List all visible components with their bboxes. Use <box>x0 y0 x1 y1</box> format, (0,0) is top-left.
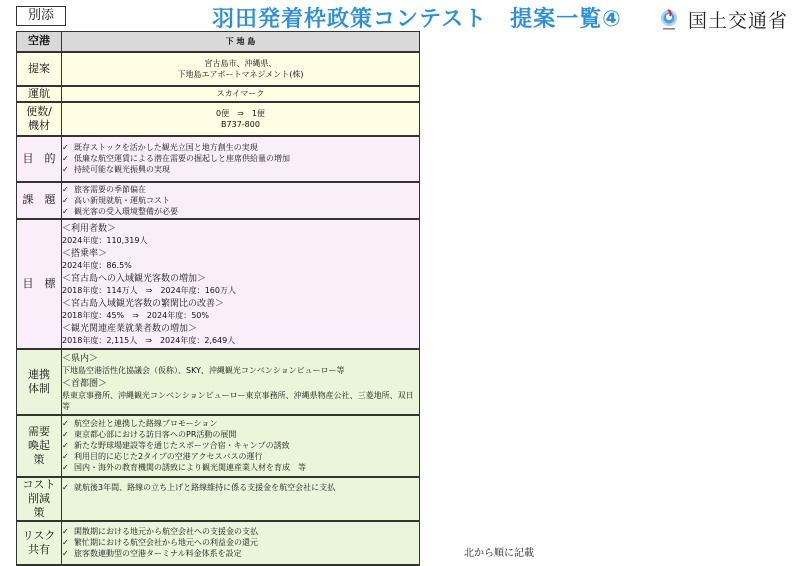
flights-row <box>17 102 420 136</box>
check-icon: ✓ <box>62 441 69 450</box>
page-title: 羽田発着枠政策コンテスト 提案一覧④ <box>212 7 622 32</box>
check-icon: ✓ <box>62 143 69 152</box>
demand-label: 需要 喚起 策 <box>17 415 62 477</box>
check-icon: ✓ <box>62 206 69 216</box>
list-item: ✓ 航空会社と連携した路線プロモーション <box>62 419 218 428</box>
targets-list: ＜利用者数＞ 2024年度：110,319人 ＜搭乗率＞ 2024年度：86.5% ＜宮古島への入域観光客数の増加＞ 2018年度：114万人 ⇒ 2024年度：160万人 ＜宮古島入域観光客数の繁閑比の改善＞ 2018年度：45% ⇒ 2024年度：50% ＜観光関連産業就業者数の増加＞ 2018年度：2,115人 ⇒ 2024年度：2,649人 <box>62 219 420 349</box>
targets-label: 目 標 <box>17 219 62 349</box>
cooperation-row <box>17 349 420 415</box>
airport-name: 下 地 島 <box>62 32 420 52</box>
list-item: ✓ 持続可能な観光振興の実現 <box>62 165 170 174</box>
check-icon: ✓ <box>62 154 69 163</box>
list-item: ✓ 旅客需要の季節偏在 <box>62 184 146 194</box>
list-item: ✓ 旅客数連動型の空港ターミナル料金体系を設定 <box>62 549 242 558</box>
risk-label: リスク 共有 <box>17 521 62 565</box>
purpose-list <box>62 136 420 182</box>
operation-value: スカイマーク <box>62 86 420 102</box>
list-item: ✓ 閑散期における地元から航空会社への支援金の支払 <box>62 527 258 536</box>
attachment-label: 別添 <box>16 6 66 26</box>
flights-label: 便数/ 機材 <box>17 102 62 136</box>
list-item: ✓ 低廉な航空運賃による潜在需要の掘起しと座席供給量の増加 <box>62 154 290 163</box>
mlit-logo-icon <box>658 9 680 31</box>
cooperation-label: 連携 体制 <box>17 349 62 415</box>
check-icon: ✓ <box>62 430 69 439</box>
risk-row <box>17 521 420 565</box>
check-icon: ✓ <box>62 195 69 205</box>
check-icon: ✓ <box>62 549 69 558</box>
header-row <box>17 32 420 52</box>
risk-list <box>62 521 420 565</box>
targets-row <box>17 219 420 349</box>
proposal-row <box>17 52 420 86</box>
issues-row <box>17 182 420 219</box>
ministry-logo <box>658 6 788 33</box>
cost-row <box>17 477 420 521</box>
operation-label: 運航 <box>17 86 62 102</box>
check-icon: ✓ <box>62 419 69 428</box>
flights-value: 0便 ⇒ 1便 B737-800 <box>62 102 420 136</box>
check-icon: ✓ <box>62 184 69 194</box>
purpose-row <box>17 136 420 182</box>
list-item: ✓ 繁忙期における航空会社から地元への利益金の還元 <box>62 538 258 547</box>
check-icon: ✓ <box>62 538 69 547</box>
check-icon: ✓ <box>62 165 69 174</box>
cost-label: コスト 削減 策 <box>17 477 62 521</box>
demand-row <box>17 415 420 477</box>
proposal-table <box>16 31 420 566</box>
issues-list <box>62 182 420 219</box>
proposal-value: 宮古島市、沖縄県、 下地島エアポートマネジメント(株) <box>62 52 420 86</box>
list-item: ✓ 新たな野球場建設等を通じたスポーツ合宿・キャンプの誘致 <box>62 441 290 450</box>
cost-list <box>62 477 420 521</box>
list-item: ✓ 高い新規就航・運航コスト <box>62 195 170 205</box>
airport-label: 空港 <box>17 32 62 52</box>
list-item: ✓ 観光客の受入環境整備が必要 <box>62 206 178 216</box>
purpose-label: 目 的 <box>17 136 62 182</box>
operation-row <box>17 86 420 102</box>
proposal-label: 提案 <box>17 52 62 86</box>
list-item: ✓ 国内・海外の教育機関の誘致により観光関連産業人材を育成 等 <box>62 463 306 472</box>
list-item: ✓ 東京都心部における訪日客へのPR活動の展開 <box>62 430 237 439</box>
check-icon: ✓ <box>62 482 69 492</box>
check-icon: ✓ <box>62 463 69 472</box>
check-icon: ✓ <box>62 527 69 536</box>
list-item: ✓ 就航後3年間、路線の立ち上げと路線維持に係る支援金を航空会社に支払 <box>62 482 336 492</box>
list-item: ✓ 既存ストックを活かした観光立国と地方創生の実現 <box>62 143 258 152</box>
cooperation-list: ＜県内＞ 下地島空港活性化協議会（仮称）、SKY、沖縄観光コンベンションビューロー等 ＜首都圏＞ 県東京事務所、沖縄観光コンベンションビューロー東京事務所、沖縄県物産公社、三菱地所、双日 等 <box>62 349 420 415</box>
list-item: ✓ 利用目的に応じた2タイプの空港アクセスバスの運行 <box>62 452 263 461</box>
ministry-name: 国土交通省 <box>688 10 789 32</box>
issues-label: 課 題 <box>17 182 62 219</box>
demand-list <box>62 415 420 477</box>
footnote: 北から順に記載 <box>464 548 534 559</box>
check-icon: ✓ <box>62 452 69 461</box>
